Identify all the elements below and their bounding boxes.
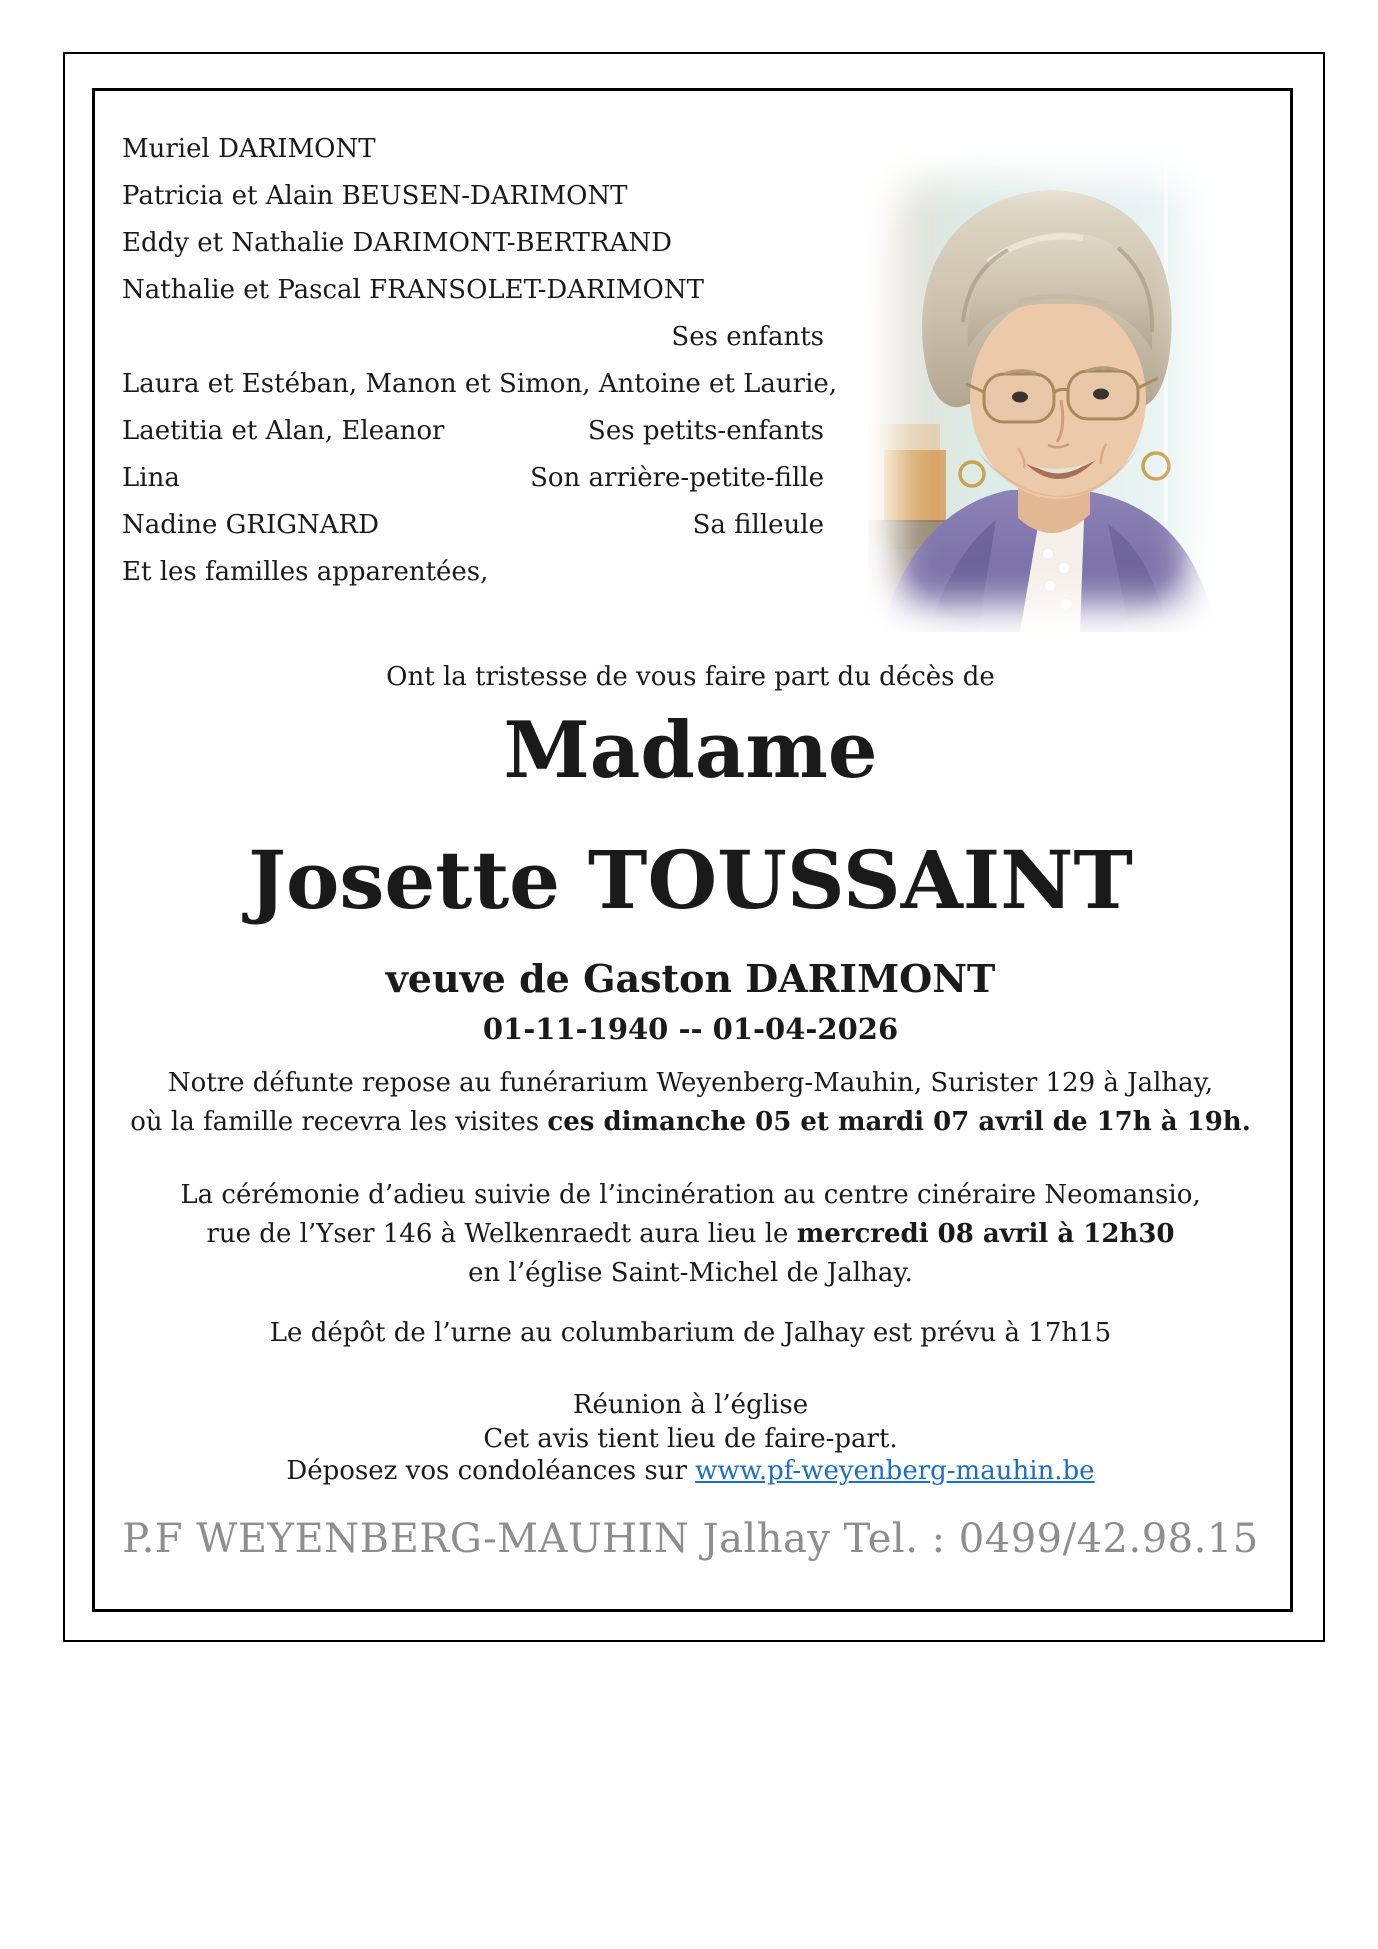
visit-dates-bold: ces dimanche 05 et mardi 07 avril de 17h à 19h. [547, 1107, 1251, 1137]
portrait-illustration [868, 152, 1218, 632]
family-name: Nathalie et Pascal FRANSOLET-DARIMONT [122, 275, 704, 305]
family-relation: Son arrière-petite-fille [530, 463, 824, 493]
family-row [122, 322, 824, 369]
repose-line-2: où la famille recevra les visites ces dimanche 05 et mardi 07 avril de 17h à 19h. [130, 1107, 1251, 1137]
condolences-line [92, 1456, 1289, 1486]
portrait-photo [868, 152, 1218, 632]
condolences-link[interactable]: www.pf-weyenberg-mauhin.be [695, 1456, 1095, 1486]
family-name: Muriel DARIMONT [122, 134, 376, 164]
ceremony-line-3: en l’église Saint-Michel de Jalhay. [468, 1258, 913, 1288]
family-row [122, 181, 824, 228]
widow-line: veuve de Gaston DARIMONT [385, 956, 996, 1001]
family-row [122, 134, 824, 181]
family-relation: Ses petits-enfants [588, 416, 824, 446]
ceremony-paragraph [92, 1176, 1289, 1293]
family-row [122, 416, 824, 463]
condolences-prefix: Déposez vos condoléances sur [286, 1456, 696, 1486]
birth-death-dates: 01-11-1940 -- 01-04-2026 [482, 1012, 899, 1046]
ceremony-date-bold: mercredi 08 avril à 12h30 [796, 1219, 1175, 1249]
repose-paragraph [92, 1064, 1289, 1142]
ceremony-line-1: La cérémonie d’adieu suivie de l’incinération au centre cinéraire Neomansio, [180, 1180, 1201, 1210]
urn-line: Le dépôt de l’urne au columbarium de Jalhay est prévu à 17h15 [269, 1318, 1112, 1348]
funeral-home-footer: P.F WEYENBERG-MAUHIN Jalhay Tel. : 0499/42.98.15 [122, 1516, 1259, 1562]
family-name: Nadine GRIGNARD [122, 510, 379, 540]
family-row [122, 463, 824, 510]
family-name: Lina [122, 463, 180, 493]
family-name: Patricia et Alain BEUSEN-DARIMONT [122, 181, 628, 211]
family-row [122, 369, 838, 416]
family-row [122, 228, 824, 275]
family-name: Laetitia et Alan, Eleanor [122, 416, 445, 446]
family-name: Laura et Estéban, Manon et Simon, Antoine et Laurie, [122, 369, 838, 399]
deceased-name: Josette TOUSSAINT [248, 833, 1133, 927]
family-relation: Sa filleule [692, 510, 824, 540]
meeting-line: Réunion à l’église [572, 1390, 809, 1420]
title-madame: Madame [503, 705, 878, 796]
family-list [122, 134, 838, 604]
family-name: Et les familles apparentées, [122, 557, 489, 587]
family-row [122, 275, 824, 322]
ceremony-line-2: rue de l’Yser 146 à Welkenraedt aura lieu le mercredi 08 avril à 12h30 [206, 1219, 1175, 1249]
announcement-intro: Ont la tristesse de vous faire part du décès de [386, 662, 995, 692]
family-row [122, 510, 824, 557]
repose-line-1: Notre défunte repose au funérarium Weyenberg-Mauhin, Surister 129 à Jalhay, [167, 1068, 1214, 1098]
notice-line: Cet avis tient lieu de faire-part. [483, 1424, 898, 1454]
family-row [122, 557, 824, 604]
family-name: Eddy et Nathalie DARIMONT-BERTRAND [122, 228, 672, 258]
family-relation: Ses enfants [671, 322, 824, 352]
